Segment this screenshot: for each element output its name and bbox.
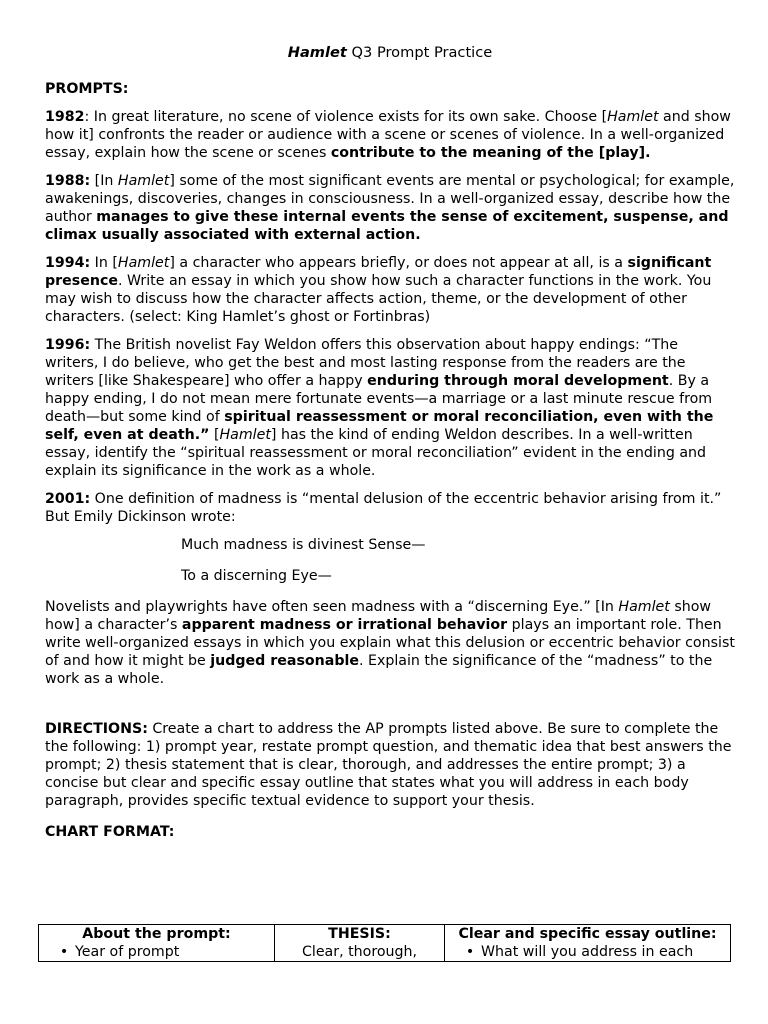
prompt-1988-text-2: ] some of the most significant events are mental or psychological; for example, awakenings, discoveries, changes in consciousness. In a well-organized essay, describe how the author [45,173,735,225]
col2-sub: Clear, thorough, [301,944,418,960]
prompts-heading: PROMPTS: [45,81,129,97]
prompt-1996-text-2: . By a happy ending, I do not mean mere fortunate events—a marriage or a last minute rescue from death—but some kind of [45,373,713,425]
table-cell-thesis [275,925,445,962]
prompt-2001b-text-1: Novelists and playwrights have often seen madness with a “discerning Eye.” [In [45,599,619,615]
table-cell-about-prompt [39,925,275,962]
prompt-2001b-italic: Hamlet [618,599,670,615]
col1-bullet [43,943,270,961]
poem-line-2: To a discerning Eye— [181,568,332,584]
prompt-1994-text-2: ] a character who appears briefly, or does not appear at all, is a [169,255,628,271]
directions-text: Create a chart to address the AP prompts listed above. Be sure to complete the the following: 1) prompt year, restate prompt question, and thematic idea that best answers the prompt; 2) thesis statement that is clear, thorough, and addresses the entire prompt; 3) a concise but clear and specific essay outline that states what you will address in each body paragraph, provides specific textual evidence to support your thesis. [45,721,732,809]
poem-line-1: Much madness is divinest Sense— [181,537,426,553]
col1-bullet-text: Year of prompt [75,944,180,960]
prompt-1996-text-3: [ [209,427,220,443]
col2-header: THESIS: [328,926,391,942]
bullet-icon: • [465,944,475,960]
prompt-1994-bold: significant presence [45,255,712,289]
prompt-1996-italic: Hamlet [219,427,271,443]
prompt-1982-text-2: and show how it] confronts the reader or audience with a scene or scenes of violence. In a well-organized essay, explain how the scene or scenes [45,109,731,161]
prompt-1996 [45,336,735,480]
chart-format-table [38,924,731,962]
prompt-1982 [45,108,735,162]
col3-bullet-text: What will you address in each [481,944,694,960]
prompt-1994-italic: Hamlet [117,255,170,271]
prompt-1982-bold: contribute to the meaning of the [play]. [330,145,651,161]
title-italic: Hamlet [287,44,347,61]
prompt-1982-year: 1982 [45,109,85,125]
chart-format-heading: CHART FORMAT: [45,824,175,840]
prompt-1988-bold: manages to give these internal events the sense of excitement, suspense, and climax usually associated with external action. [45,209,729,243]
col1-header: About the prompt: [82,926,231,942]
prompt-1994-year: 1994: [45,255,91,271]
prompt-2001 [45,490,735,526]
prompt-1988-italic: Hamlet [117,173,170,189]
directions-label: DIRECTIONS: [45,721,148,737]
prompt-1988-year: 1988: [45,173,91,189]
title-rest: Q3 Prompt Practice [346,44,493,61]
prompt-1996-text-1: The British novelist Fay Weldon offers this observation about happy endings: “The writers, I do believe, who get the best and most lasting response from the readers are the writers [like Shakespeare] who offer a happy [45,337,686,389]
prompt-1994-text-3: . Write an essay in which you show how such a character functions in the work. You may wish to discuss how the character affects action, theme, or the development of other characters. (select: King Hamlet’s ghost or Fortinbras) [45,273,712,325]
prompt-1996-text-4: ] has the kind of ending Weldon describes. In a well-written essay, identify the “spiritual reassessment or moral reconciliation” evident in the ending and explain its significance in the work as a whole. [45,427,707,479]
prompt-1988-text-1: [In [90,173,118,189]
prompt-2001-text-1: One definition of madness is “mental delusion of the eccentric behavior arising from it.” But Emily Dickinson wrote: [45,491,722,525]
prompt-2001-year: 2001: [45,491,91,507]
prompt-1994 [45,254,735,326]
prompt-1994-text-1: In [ [90,255,118,271]
col3-bullet [449,943,726,961]
spacer [45,698,735,720]
bullet-icon: • [59,944,69,960]
prompt-1996-year: 1996: [45,337,91,353]
table-cell-essay-outline [445,925,731,962]
prompt-2001b-bold-1: apparent madness or irrational behavior [181,617,508,633]
prompt-2001b-text-2: show how] a character’s [45,599,712,633]
prompt-1988 [45,172,735,244]
prompt-1982-italic: Hamlet [607,109,659,125]
prompt-2001b-text-4: . Explain the significance of the “madness” to the work as a whole. [45,653,713,687]
prompt-1996-bold-1: enduring through moral development [367,373,669,389]
prompt-2001b-bold-2: judged reasonable [210,653,359,669]
page-title [45,44,735,62]
prompt-1996-bold-2: spiritual reassessment or moral reconciliation, even with the self, even at death.” [45,409,714,443]
document-page [45,44,735,851]
prompt-2001-continued [45,598,735,688]
directions-paragraph [45,720,735,810]
prompt-1982-text-1: : In great literature, no scene of violence exists for its own sake. Choose [ [84,109,608,125]
col3-header: Clear and specific essay outline: [458,926,717,942]
prompt-2001b-text-3: plays an important role. Then write well-organized essays in which you explain what this delusion or eccentric behavior consist of and how it might be [45,617,735,669]
table-row [39,925,731,962]
